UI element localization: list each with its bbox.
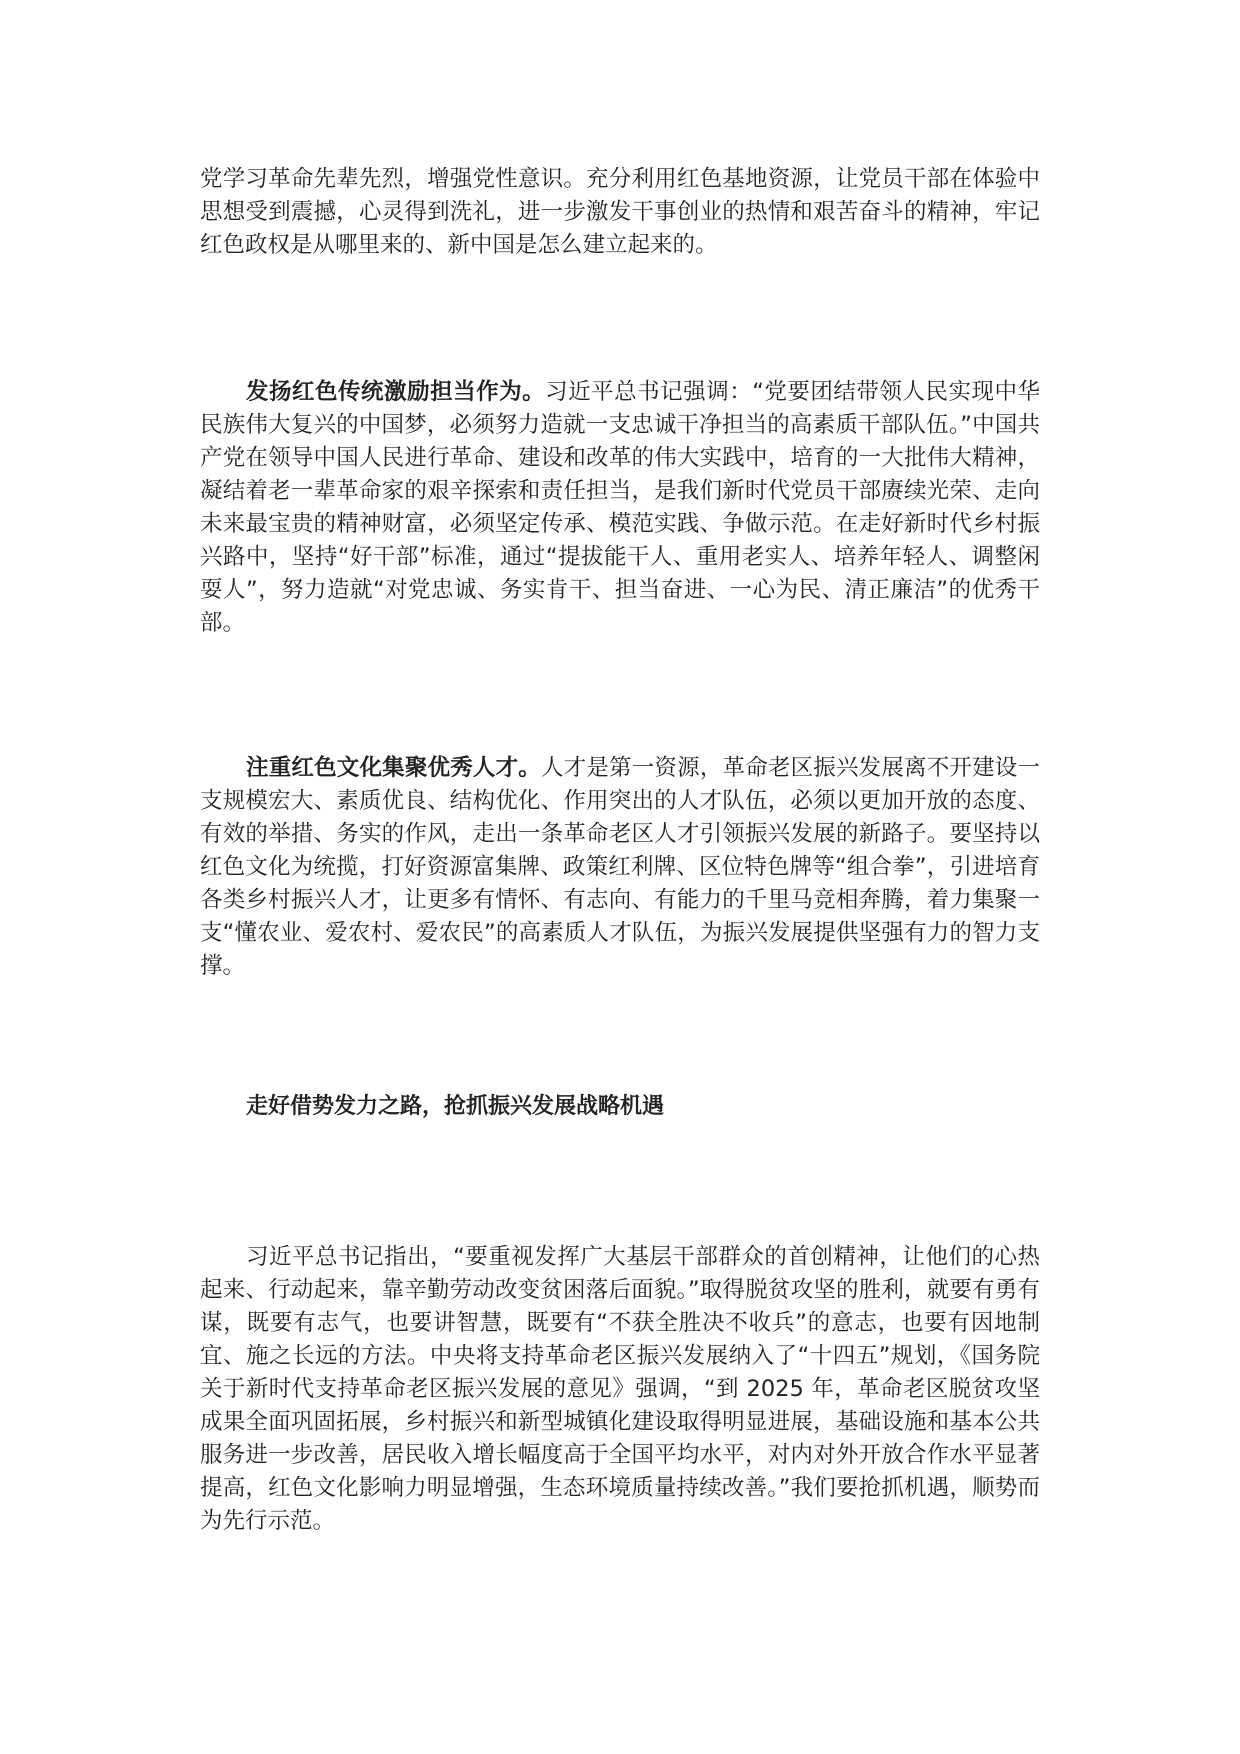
paragraph-lead: 注重红色文化集聚优秀人才。 bbox=[246, 755, 541, 781]
paragraph-text: 习近平总书记指出，“要重视发挥广大基层干部群众的首创精神，让他们的心热起来、行动起来，靠辛勤劳动改变贫困落后面貌。”取得脱贫攻坚的胜利，就要有勇有谋，既要有志气，也要讲智慧，既要有“不获全胜决不收兵”的意志，也要有因地制宜、施之长远的方法。中央将支持革命老区振兴发展纳入了“十四五”规划，《国务院关于新时代支持革命老区振兴发展的意见》强调，“到 2025 年，革命老区脱贫攻坚成果全面巩固拓展，乡村振兴和新型城镇化建设取得明显进展，基础设施和基本公共服务进一步改善，居民收入增长幅度高于全国平均水平，对内对外开放合作水平显著提高，红色文化影响力明显增强，生态环境质量持续改善。”我们要抢抓机遇，顺势而为先行示范。 bbox=[200, 1244, 1040, 1534]
section-heading: 走好借势发力之路，抢抓振兴发展战略机遇 bbox=[246, 1094, 665, 1119]
paragraph-red-tradition bbox=[200, 376, 1040, 640]
paragraph-text: 习近平总书记强调：“党要团结带领人民实现中华民族伟大复兴的中国梦，必须努力造就一支忠诚干净担当的高素质干部队伍。”中国共产党在领导中国人民进行革命、建设和改革的伟大实践中，培育的一大批伟大精神，凝结着老一辈革命家的艰辛探索和责任担当，是我们新时代党员干部赓续光荣、走向未来最宝贵的精神财富，必须坚定传承、模范实践、争做示范。在走好新时代乡村振兴路中，坚持“好干部”标准，通过“提拔能干人、重用老实人、培养年轻人、调整闲耍人”，努力造就“对党忠诚、务实肯干、担当奋进、一心为民、清正廉洁”的优秀干部。 bbox=[200, 379, 1040, 636]
paragraph-lead: 发扬红色传统激励担当作为。 bbox=[246, 379, 546, 405]
paragraph-opportunity bbox=[200, 1241, 1040, 1538]
paragraph-red-culture-talent bbox=[200, 752, 1040, 983]
paragraph-text: 人才是第一资源，革命老区振兴发展离不开建设一支规模宏大、素质优良、结构优化、作用突出的人才队伍，必须以更加开放的态度、有效的举措、务实的作风，走出一条革命老区人才引领振兴发展的新路子。要坚持以红色文化为统揽，打好资源富集牌、政策红利牌、区位特色牌等“组合拳”，引进培育各类乡村振兴人才，让更多有情怀、有志向、有能力的千里马竞相奔腾，着力集聚一支“懂农业、爱农村、爱农民”的高素质人才队伍，为振兴发展提供坚强有力的智力支撑。 bbox=[200, 755, 1040, 979]
paragraph-text: 党学习革命先辈先烈，增强党性意识。充分利用红色基地资源，让党员干部在体验中思想受到震撼，心灵得到洗礼，进一步激发干事创业的热情和艰苦奋斗的精神，牢记红色政权是从哪里来的、新中国是怎么建立起来的。 bbox=[200, 166, 1040, 258]
paragraph-continuation bbox=[200, 163, 1040, 262]
